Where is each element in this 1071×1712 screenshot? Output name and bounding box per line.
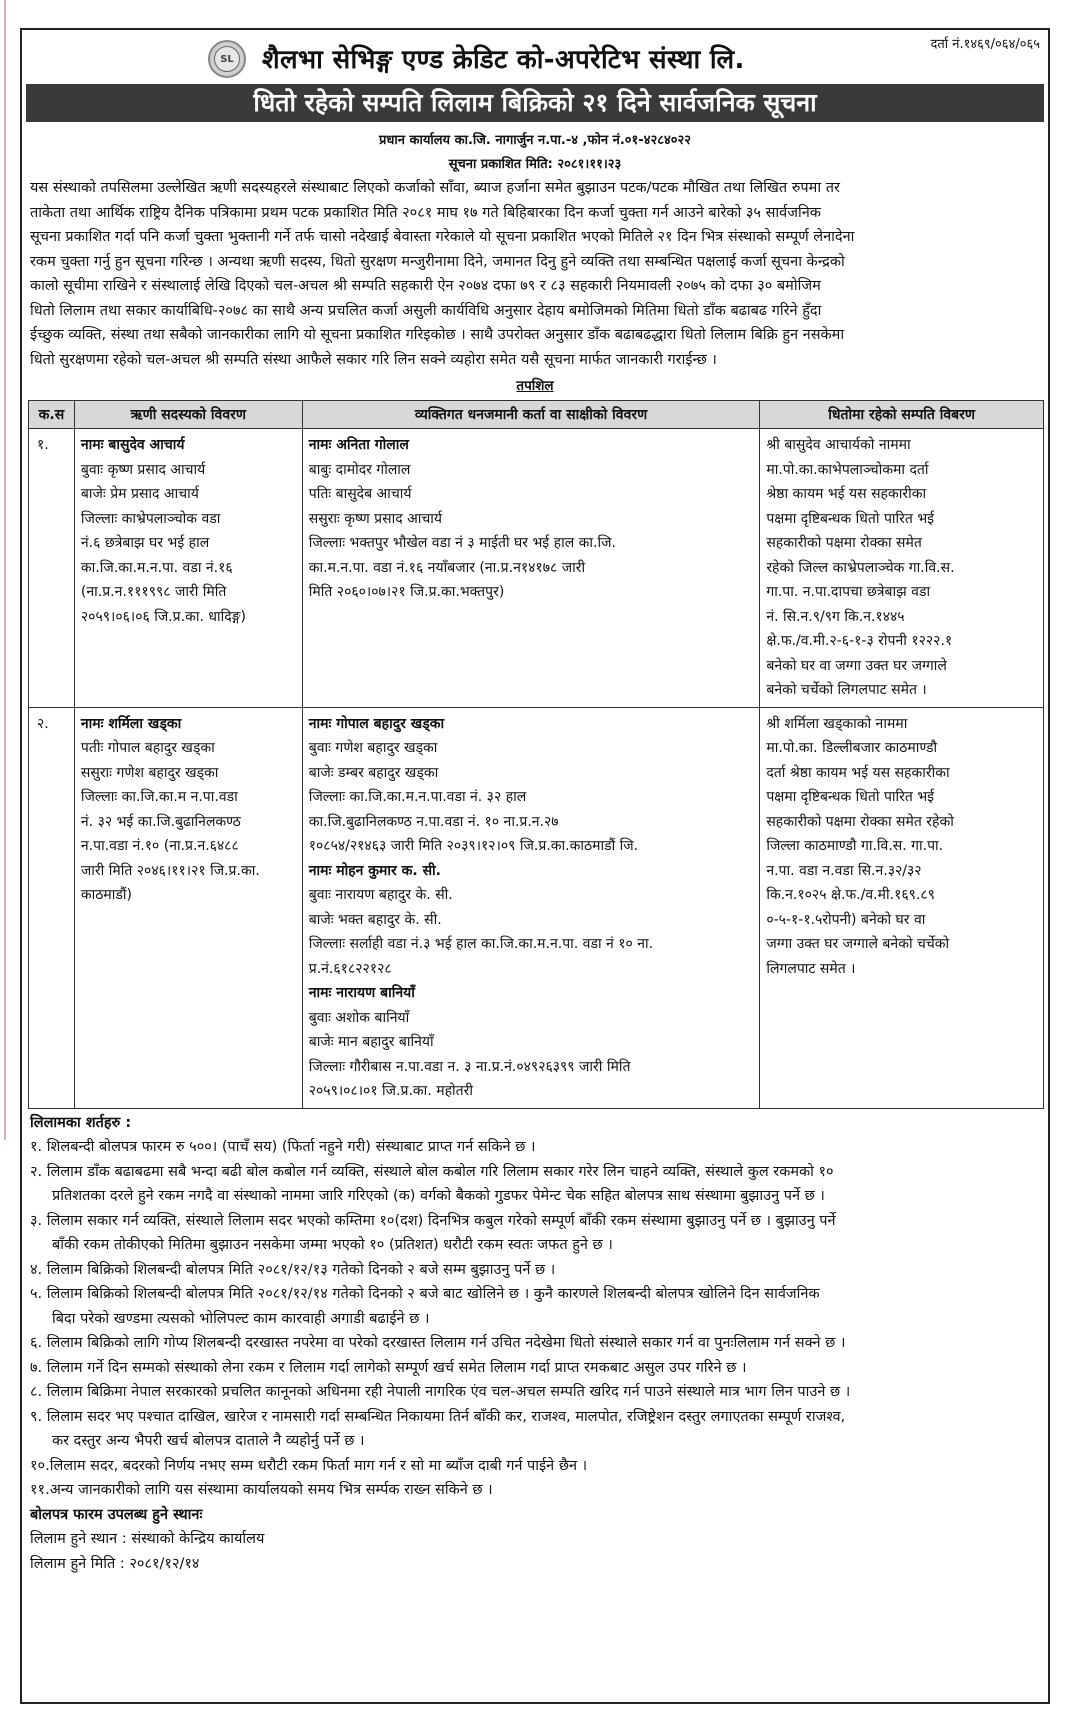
guarantor-line: ससुराः कृष्ण प्रसाद आचार्य	[308, 510, 443, 527]
term-item: १. शिलबन्दी बोलपत्र फारम रु ५००। (पाचँ सय) (फिर्ता नहुने गरी) संस्थाबाट प्राप्त गर्न सकिने छ ।	[30, 1139, 536, 1155]
logo-mark: SL	[214, 46, 240, 72]
term-item: १०.लिलाम सदर, बदरको निर्णय नभए सम्म धरौटी रकम फिर्ता माग गर्न र सो मा ब्याँज दाबी गर्न पाईने छैन ।	[30, 1457, 588, 1474]
guarantor-name: नामः अनिता गोलाल	[308, 437, 409, 453]
property-line: पक्षमा दृष्टिबन्धक धितो पारित भई	[766, 510, 935, 527]
borrower-table	[28, 400, 1044, 1109]
intro-paragraph	[22, 174, 1048, 372]
property-line: सहकारीको पक्षमा रोक्का समेत	[766, 535, 922, 551]
guarantor-line: जिल्लाः गौरीबास न.पा.वडा न. ३ ना.प्र.नं.०४९२६३९९ जारी मिति	[308, 1058, 631, 1075]
guarantor-line: बुवाः नारायण बहादुर के. सी.	[308, 887, 453, 903]
term-item: ८. लिलाम बिक्रिमा नेपाल सरकारको प्रचलित कानूनको अधिनमा रही नेपाली नागरिक एंव चल-अचल सम्पति खरिद गर्न पाउने संस्थाले मात्र भाग लिन पाउने छ ।	[30, 1384, 851, 1400]
auction-venue: लिलाम हुने स्थान : संस्थाको केन्द्रिय कार्यालय	[30, 1531, 265, 1547]
property-line: जिल्ला काठमाण्डौ गा.वि.स. गा.पा.	[766, 838, 944, 854]
intro-line: सूचना प्रकाशित गर्दा पनि कर्जा चुक्ता भुक्तानी गर्ने तर्फ चासो नदेखाई बेवास्ता गरेकाले यो सूचना प्रकाशित भएको मितिले २१ दिन भित्र संस्थाको सम्पूर्ण लेनादेना	[30, 229, 855, 245]
borrower-line: न.पा.वडा नं.१० (ना.प्र.न.६४८८	[80, 838, 239, 854]
serial-cell	[29, 707, 75, 1108]
property-line: रहेको जिल्ल काभ्रेपलाञ्चेक गा.वि.स.	[766, 559, 955, 576]
header-borrower: ऋणी सदस्यको विवरण	[74, 401, 302, 429]
guarantor-line: प्र.नं.६१८२२१२८	[308, 960, 392, 977]
guarantor-name: नामः नारायण बानियाँ	[308, 985, 415, 1001]
cooperative-logo-icon	[208, 40, 246, 78]
property-line: श्री शर्मिला खड्काको नाममा	[766, 715, 908, 732]
term-item: ५. लिलाम बिक्रिको शिलबन्दी बोलपत्र मिति २०८१/१२/१४ गतेको दिनको २ बजे बाट खोलिने छ । कुनै कारणले शिलबन्दी बोलपत्र खोलिने दिन सार्वजनिक	[30, 1286, 820, 1302]
intro-line: कालो सूचीमा राखिने र संस्थालाई लेखि दिएको चल-अचल श्री सम्पति सहकारी ऐन २०७४ दफा ७९ र ८३ सहकारी नियमावली २०७५ को दफा ३० बमोजिम	[30, 278, 821, 294]
guarantor-line: का.म.न.पा. वडा नं.१६ नयाँबजार (ना.प्र.न१४१७८ जारी	[308, 559, 586, 576]
property-line: न.पा. वडा न.वडा सि.न.३२/३२	[766, 862, 922, 879]
guarantor-line: जिल्लाः भक्तपुर भौखेल वडा नं ३ माईती घर भई हाल का.जि.	[308, 535, 616, 551]
property-line: कि.न.१०२५ क्षे.फ./व.मी.१६९.८९	[766, 887, 935, 903]
guarantor-cell	[302, 429, 760, 708]
guarantor-line: पतिः बासुदेब आचार्य	[308, 486, 412, 502]
margin-line	[4, 0, 6, 1140]
property-line: पक्षमा दृष्टिबन्धक धितो पारित भई	[766, 789, 935, 805]
borrower-name: नामः शर्मिला खड्का	[80, 715, 182, 732]
borrower-line: २०५९।०६।०६ जि.प्र.का. धादिङ्ग)	[80, 608, 246, 625]
intro-line: धितो लिलाम तथा सकार कार्याबिधि-२०७८ का साथै अन्य प्रचलित कर्जा असुली कार्यविधि अनुसार देहाय बमोजिमको मितिमा धितो डाँक बढाबढ गरिने हुँदा	[30, 302, 822, 319]
term-item-continued: प्रतिशतका दरले हुने रकम नगदै वा संस्थाको नाममा जारि गरिएको (क) वर्गको बैकको गुडफर पेमेन्ट चेक सहित बोलपत्र साथ संस्थामा बुझाउनु पर्ने छ ।	[52, 1188, 825, 1204]
property-line: मा.पो.का.काभेपलाञ्चोकमा दर्ता	[766, 461, 929, 478]
serial-number: १.	[37, 437, 49, 453]
term-item: ३. लिलाम सकार गर्न व्यक्ति, संस्थाले लिलाम सदर भएको कम्तिमा १०(दश) दिनभित्र कबुल गरेको सम्पूर्ण बाँकी रकम संस्थामा बुझाउनु पर्ने छ । बुझाउनु पर्ने	[30, 1212, 836, 1229]
property-line: श्री बासुदेव आचार्यको नाममा	[766, 437, 911, 453]
borrower-cell	[74, 429, 302, 708]
property-cell	[760, 707, 1044, 1108]
guarantor-line: बुवाः अशोक बानियाँ	[308, 1009, 410, 1026]
guarantor-line: का.जि.बुढानिलकण्ठ न.पा.वडा नं. १० ना.प्र.न.२७	[308, 813, 559, 830]
borrower-line: काठमाडौं)	[80, 887, 132, 903]
property-line: दर्ता श्रेष्ठा कायम भई यस सहकारीका	[766, 764, 950, 781]
intro-line: यस संस्थाको तपसिलमा उल्लेखित ऋणी सदस्यहरले संस्थाबाट लिएको कर्जाको साँवा, ब्याज हर्जाना समेत बुझाउन पटक/पटक मौखित तथा लिखित रुपमा तर	[30, 180, 840, 196]
property-line: क्षे.फ./व.मी.२-६-१-३ रोपनी १२२२.१	[766, 633, 953, 649]
borrower-line: बाजेः प्रेम प्रसाद आचार्य	[80, 486, 199, 502]
term-item-continued: कर दस्तुर अन्य भैपरी खर्च बोलपत्र दाताले नै व्यहोर्नु पर्ने छ ।	[52, 1433, 365, 1449]
intro-line: रकम चुक्ता गर्नु हुन सूचना गरिन्छ । अन्यथा ऋणी सदस्य, धितो सुरक्षण मन्जुरीनामा दिने, जमानत दिनु हुने व्यक्ति तथा सम्बन्धित पक्षलाई कर्जा सूचना केन्द्रको	[30, 253, 845, 270]
property-line: श्रेष्ठा कायम भई यस सहकारीका	[766, 486, 927, 502]
guarantor-line: २०५९।०८।०१ जि.प्र.का. महोतरी	[308, 1083, 473, 1099]
header-serial: क.स	[29, 401, 75, 429]
borrower-line: नं.६ छत्रेबाझ घर भई हाल	[80, 535, 210, 551]
guarantor-line: जिल्लाः का.जि.का.म.न.पा.वडा नं. ३२ हाल	[308, 789, 527, 805]
borrower-line: जिल्लाः का.जि.का.म न.पा.वडा	[80, 789, 238, 805]
borrower-line: जारी मिति २०४६।११।२१ जि.प्र.का.	[80, 862, 260, 879]
property-line: सहकारीको पक्षमा रोक्का समेत रहेको	[766, 813, 954, 830]
guarantor-line: १०८५४/२१४६३ जारी मिति २०३९।१२।०९ जि.प्र.का.काठमाडौं जि.	[308, 838, 639, 854]
term-item-continued: बाँकी रकम तोकीएको मितिमा बुझाउन नसकेमा जम्मा भएको १० (प्रतिशत) धरौटी रकम स्वतः जफत हुने छ ।	[52, 1237, 613, 1253]
property-line: बनेको घर वा जग्गा उक्त घर जग्गाले	[766, 657, 947, 674]
borrower-line: पतीः गोपाल बहादुर खड्का	[80, 740, 215, 756]
intro-line: ताकेता तथा आर्थिक राष्ट्रिय दैनिक पत्रिकामा प्रथम पटक प्रकाशित मिति २०८१ माघ १७ गते बिहिबारका दिन कर्जा चुक्ता गर्न आउने बारेको ३५ सार्वजनिक	[30, 204, 821, 221]
borrower-cell	[74, 707, 302, 1108]
guarantor-name: नामः गोपाल बहादुर खड्का	[308, 715, 445, 732]
term-item: २. लिलाम डाँक बढाबढमा सबै भन्दा बढी बोल कबोल गर्न व्यक्ति, संस्थाले बोल कबोल गरि लिलाम सकार गरेर लिन चाहने व्यक्ति, संस्थाले कुल रकमको १०	[30, 1163, 834, 1180]
property-line: बनेको चर्चेको लिगलपाट समेत ।	[766, 682, 927, 698]
registration-number: दर्ता नं.१४६९/०६४/०६५	[930, 37, 1040, 52]
term-item: ६. लिलाम बिक्रिको लागि गोप्य शिलबन्दी दरखास्त नपरेमा वा परेको दरखास्त लिलाम गर्न उचित नदेखेमा धितो संस्थाले सकार गर्न वा पुनःलिलाम गर्न सक्ने छ ।	[30, 1335, 846, 1351]
borrower-line: बुवाः कृष्ण प्रसाद आचार्य	[80, 461, 206, 478]
borrower-line: जिल्लाः काभ्रेपलाञ्चोक वडा	[80, 510, 221, 527]
guarantor-line: बाबुः दामोदर गोलाल	[308, 461, 411, 478]
notice-header	[22, 30, 1048, 84]
terms-title: लिलामका शर्तहरु :	[30, 1114, 132, 1131]
property-cell	[760, 429, 1044, 708]
property-line: नं. सि.न.९/९ग कि.न.१४४५	[766, 608, 905, 625]
property-line: ०-५-१-१.५रोपनी) बनेको घर वा	[766, 911, 926, 928]
property-line: जग्गा उक्त घर जग्गाले बनेको चर्चेको	[766, 936, 950, 952]
organization-name: शैलभा सेभिङ्ग एण्ड क्रेडिट को-अपरेटिभ संस्था लि.	[262, 45, 745, 75]
guarantor-line: जिल्लाः सर्लाही वडा नं.३ भई हाल का.जि.का.म.न.पा. वडा नं १० ना.	[308, 936, 654, 952]
auction-date: लिलाम हुने मिति : २०८१/१२/१४	[30, 1555, 200, 1572]
guarantor-line: बाजेः भक्त बहादुर के. सी.	[308, 911, 442, 928]
table-row	[29, 429, 1044, 708]
property-line: मा.पो.का. डिल्लीबजार काठमाण्डौ	[766, 740, 938, 756]
term-item: ४. लिलाम बिक्रिको शिलबन्दी बोलपत्र मिति २०८१/१२/१३ गतेको दिनको २ बजे सम्म बुझाउनु पर्ने छ ।	[30, 1261, 556, 1278]
auction-terms	[22, 1109, 1048, 1579]
guarantor-line: मिति २०६०।०७।२१ जि.प्र.का.भक्तपुर)	[308, 584, 505, 600]
property-line: लिगलपाट समेत ।	[766, 960, 856, 977]
borrower-name: नामः बासुदेव आचार्य	[80, 437, 185, 453]
borrower-line: नं. ३२ भई का.जि.बुढानिलकण्ठ	[80, 813, 241, 830]
header-property: धितोमा रहेको सम्पति विबरण	[760, 401, 1044, 429]
property-line: गा.पा. न.पा.दापचा छत्रेबाझ वडा	[766, 584, 931, 600]
intro-line: ईच्छुक व्यक्ति, संस्था तथा सबैको जानकारीका लागि यो सूचना प्रकाशित गरिइकोछ । साथै उपरोक्त अनुसार डाँक बढाबढद्धारा धितो लिलाम बिक्रि हुन नसकेमा	[30, 327, 845, 343]
guarantor-name: नामः मोहन कुमार क. सी.	[308, 862, 441, 879]
serial-cell	[29, 429, 75, 708]
term-item-continued: बिदा परेको खण्डमा त्यसको भोलिपल्ट काम कारवाही अगाडी बढाईने छ ।	[52, 1310, 430, 1327]
intro-line: धितो सुरक्षणमा रहेको चल-अचल श्री सम्पति संस्था आफैले सकार गरि लिन सक्ने व्यहोरा समेत यसै सूचना मार्फत जानकारी गराईन्छ ।	[30, 351, 717, 368]
borrower-line: का.जि.का.म.न.पा. वडा नं.१६	[80, 559, 233, 576]
table-row	[29, 707, 1044, 1108]
schedule-title: तपशिल	[516, 378, 554, 394]
term-item: ९. लिलाम सदर भए पश्चात दाखिल, खारेज र नामसारी गर्दा सम्बन्धित निकायमा तिर्न बाँकी कर, राजश्व, मालपोत, रजिष्ट्रेशन दस्तुर लगाएतका सम्पूर्ण राजश्व,	[30, 1408, 846, 1425]
guarantor-line: बाजेः डम्बर बहादुर खड्का	[308, 764, 439, 781]
publication-date: सूचना प्रकाशित मिति: २०८१।११।२३	[448, 157, 622, 172]
header-guarantor: व्यक्तिगत धनजमानी कर्ता वा साक्षीको विवरण	[302, 401, 760, 429]
guarantor-line: बाजेः मान बहादुर बानियाँ	[308, 1034, 434, 1050]
bid-form-location-title: बोलपत्र फारम उपलब्ध हुने स्थानः	[30, 1506, 203, 1523]
notice-title-banner: धितो रहेको सम्पति लिलाम बिक्रिको २१ दिने सार्वजनिक सूचना	[26, 84, 1044, 122]
serial-number: २.	[37, 715, 49, 732]
guarantor-cell	[302, 707, 760, 1108]
borrower-line: ससुराः गणेश बहादुर खड्का	[80, 764, 219, 781]
term-item: ७. लिलाम गर्ने दिन सम्मको संस्थाको लेना रकम र लिलाम गर्दा लागेको सम्पूर्ण खर्च समेत लिलाम गर्दा प्राप्त रमकबाट असुल उपर गरिने छ ।	[30, 1359, 747, 1376]
office-address: प्रधान कार्यालय का.जि. नागार्जुन न.पा.-४ ,फोन नं.०१-४२८४०२२	[378, 133, 692, 148]
guarantor-line: बुवाः गणेश बहादुर खड्का	[308, 740, 438, 756]
term-item: ११.अन्य जानकारीको लागि यस संस्थामा कार्यालयको समय भित्र सर्म्पक राख्न सकिने छ ।	[30, 1482, 493, 1498]
table-header-row	[29, 401, 1044, 429]
borrower-line: (ना.प्र.न.१११९९८ जारी मिति	[80, 584, 227, 600]
auction-notice	[20, 28, 1050, 1704]
